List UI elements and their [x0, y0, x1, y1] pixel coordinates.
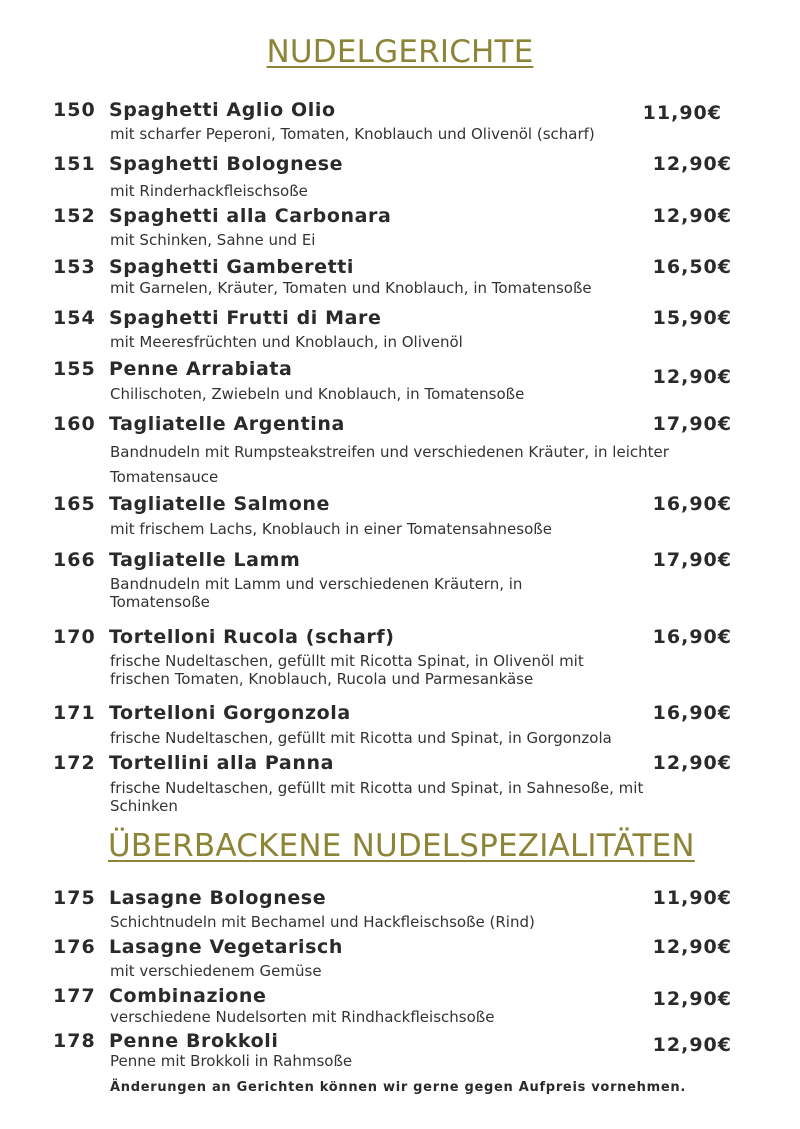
item-description: frische Nudeltaschen, gefüllt mit Ricotta Spinat, in Olivenöl mit frischen Tomaten, Knoblauch, Rucola und Parmesankäse: [110, 652, 584, 688]
item-description: frische Nudeltaschen, gefüllt mit Ricotta und Spinat, in Gorgonzola: [110, 729, 612, 747]
item-number: 175: [53, 887, 96, 909]
item-description: Chilischoten, Zwiebeln und Knoblauch, in Tomatensoße: [110, 385, 525, 403]
item-price: 12,90€: [652, 153, 732, 175]
item-name: Combinazione: [109, 985, 267, 1007]
item-name: Penne Arrabiata: [109, 358, 293, 380]
item-number: 151: [53, 153, 96, 175]
item-name: Spaghetti Aglio Olio: [109, 99, 336, 121]
item-name: Tagliatelle Salmone: [109, 493, 330, 515]
item-name: Tortellini alla Panna: [109, 752, 335, 774]
item-price: 12,90€: [652, 1034, 732, 1056]
item-description: Bandnudeln mit Rumpsteakstreifen und verschiedenen Kräuter, in leichter Tomatensauce: [110, 443, 669, 486]
item-price: 17,90€: [652, 413, 732, 435]
item-price: 16,50€: [652, 256, 732, 278]
item-description: mit verschiedenem Gemüse: [110, 962, 322, 980]
item-name: Spaghetti alla Carbonara: [109, 205, 392, 227]
item-name: Spaghetti Gamberetti: [109, 256, 355, 278]
item-description: mit scharfer Peperoni, Tomaten, Knoblauch und Olivenöl (scharf): [110, 125, 595, 143]
item-price: 16,90€: [652, 493, 732, 515]
item-price: 16,90€: [652, 702, 732, 724]
item-price: 12,90€: [652, 752, 732, 774]
item-name: Tortelloni Rucola (scharf): [109, 626, 395, 648]
item-number: 171: [53, 702, 96, 724]
item-name: Lasagne Vegetarisch: [109, 936, 344, 958]
item-number: 152: [53, 205, 96, 227]
item-price: 16,90€: [652, 626, 732, 648]
item-number: 172: [53, 752, 96, 774]
item-price: 11,90€: [642, 102, 722, 124]
item-name: Penne Brokkoli: [109, 1030, 279, 1052]
item-description: Penne mit Brokkoli in Rahmsoße: [110, 1052, 353, 1070]
item-description: mit Schinken, Sahne und Ei: [110, 231, 316, 249]
section-title-nudelgerichte: NUDELGERICHTE: [266, 34, 534, 70]
item-description: mit Garnelen, Kräuter, Tomaten und Knoblauch, in Tomatensoße: [110, 279, 592, 297]
item-number: 176: [53, 936, 96, 958]
item-number: 166: [53, 549, 96, 571]
item-description: frische Nudeltaschen, gefüllt mit Ricotta und Spinat, in Sahnesoße, mit Schinken: [110, 779, 644, 815]
item-number: 160: [53, 413, 96, 435]
item-number: 153: [53, 256, 96, 278]
item-number: 165: [53, 493, 96, 515]
item-description: mit Meeresfrüchten und Knoblauch, in Olivenöl: [110, 333, 463, 351]
item-number: 154: [53, 307, 96, 329]
item-description: Bandnudeln mit Lamm und verschiedenen Kräutern, in Tomatensoße: [110, 575, 523, 611]
item-description: mit frischem Lachs, Knoblauch in einer Tomatensahnesoße: [110, 520, 552, 538]
item-name: Lasagne Bolognese: [109, 887, 327, 909]
item-price: 15,90€: [652, 307, 732, 329]
item-price: 12,90€: [652, 988, 732, 1010]
item-number: 150: [53, 99, 96, 121]
section-title-ueberbackene: ÜBERBACKENE NUDELSPEZIALITÄTEN: [108, 828, 695, 864]
item-price: 12,90€: [652, 936, 732, 958]
item-name: Spaghetti Bolognese: [109, 153, 344, 175]
item-price: 17,90€: [652, 549, 732, 571]
item-number: 178: [53, 1030, 96, 1052]
item-number: 155: [53, 358, 96, 380]
item-name: Tortelloni Gorgonzola: [109, 702, 351, 724]
item-number: 177: [53, 985, 96, 1007]
item-name: Spaghetti Frutti di Mare: [109, 307, 382, 329]
item-name: Tagliatelle Argentina: [109, 413, 345, 435]
item-name: Tagliatelle Lamm: [109, 549, 301, 571]
item-number: 170: [53, 626, 96, 648]
item-description: Schichtnudeln mit Bechamel und Hackfleischsoße (Rind): [110, 913, 535, 931]
item-description: mit Rinderhackfleischsoße: [110, 182, 308, 200]
item-price: 12,90€: [652, 366, 732, 388]
item-price: 11,90€: [652, 887, 732, 909]
item-description: verschiedene Nudelsorten mit Rindhackfleischsoße: [110, 1008, 495, 1026]
item-price: 12,90€: [652, 205, 732, 227]
footer-note: Änderungen an Gerichten können wir gerne gegen Aufpreis vornehmen.: [110, 1080, 686, 1095]
